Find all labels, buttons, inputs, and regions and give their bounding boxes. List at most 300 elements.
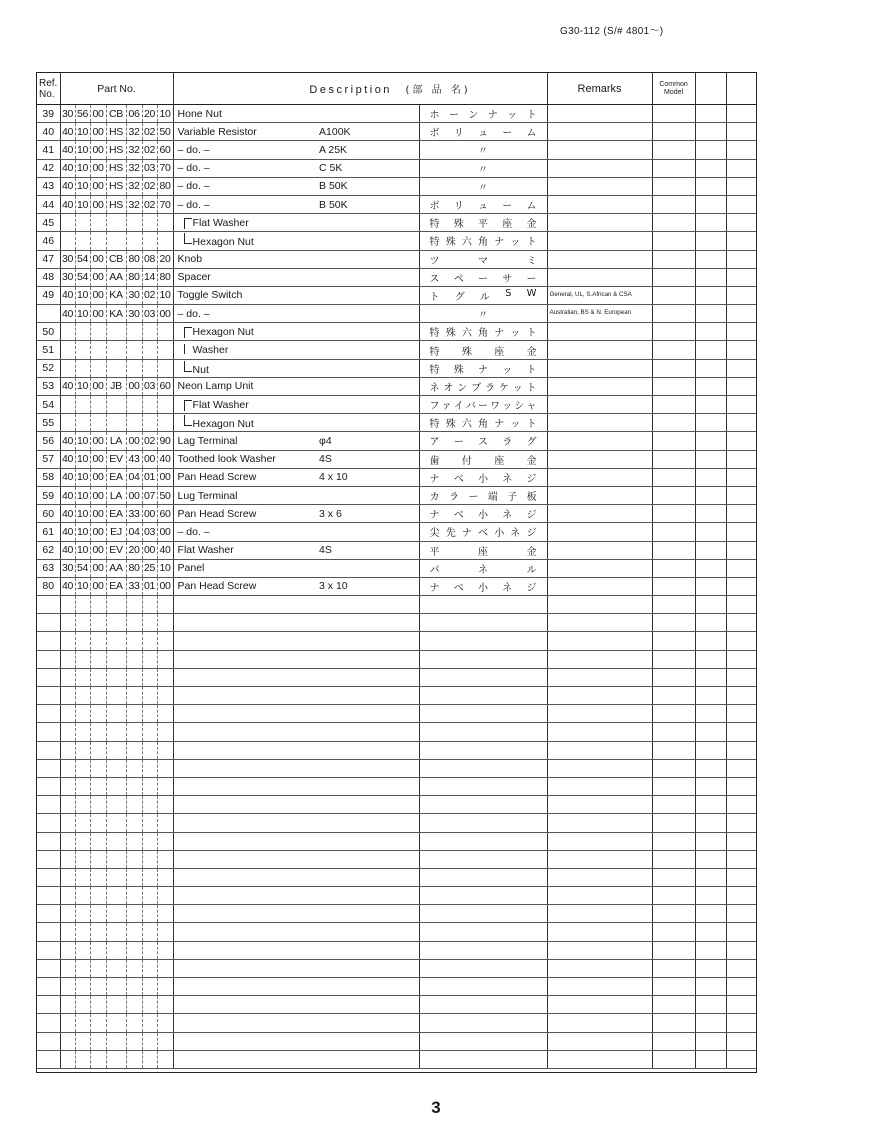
spec-value-cell [319,1050,419,1068]
japanese-name-cell [419,286,547,304]
extra-cell [726,850,757,868]
extra-cell [695,559,726,577]
part-no-segment [75,232,90,250]
spec-value-cell [319,650,419,668]
common-model-cell [652,286,695,304]
part-no-segment: 10 [75,123,90,141]
ref-no-cell: 55 [37,414,60,432]
japanese-name-char: シ [514,401,525,413]
ref-no-cell: 80 [37,577,60,595]
part-no-segment: KA [106,305,126,323]
part-no-segment [157,632,173,650]
remarks-cell [547,268,652,286]
part-no-segment: LA [106,486,126,504]
japanese-name-text [420,470,547,485]
japanese-name-char: 小 [478,582,489,594]
spec-value-cell [319,905,419,923]
part-no-segment: 10 [75,177,90,195]
japanese-name-char: ー [502,201,513,213]
extra-cell [726,414,757,432]
part-no-segment: 00 [126,486,142,504]
spec-value-cell [319,941,419,959]
extra-cell [695,232,726,250]
part-no-segment: 10 [75,468,90,486]
extra-cell [726,741,757,759]
description-cell [173,905,319,923]
part-no-segment [142,814,157,832]
extra-cell [726,1050,757,1068]
japanese-name-char: ネ [429,382,440,394]
japanese-name-char: ネ [502,582,513,594]
part-no-segment: 10 [75,195,90,213]
part-no-segment [142,923,157,941]
description-cell [173,850,319,868]
part-no-segment: 60 [157,377,173,395]
part-no-segment [106,941,126,959]
part-no-segment [60,887,75,905]
japanese-name-text [420,324,547,339]
remarks-cell [547,232,652,250]
ref-no-cell [37,959,60,977]
part-no-segment [157,705,173,723]
description-cell [173,123,319,141]
part-no-segment: 20 [142,105,157,123]
part-no-segment [126,959,142,977]
part-no-segment: 07 [142,486,157,504]
japanese-name-cell [419,577,547,595]
part-no-segment: 20 [126,541,142,559]
remarks-cell [547,814,652,832]
japanese-name-cell [419,268,547,286]
part-no-segment [60,650,75,668]
japanese-name-cell [419,996,547,1014]
part-no-segment [60,777,75,795]
extra-cell [695,577,726,595]
description-header-jp: (部 品 名) [405,85,471,96]
remarks-cell [547,650,652,668]
description-text: Hexagon Nut [192,236,254,249]
empty-table-row [37,723,757,741]
ref-no-cell: 50 [37,323,60,341]
common-model-cell [652,523,695,541]
japanese-name-char: ナ [429,510,440,522]
spec-value-cell: A100K [319,123,419,141]
common-model-cell [652,141,695,159]
description-cell [173,887,319,905]
description-cell [173,377,319,395]
description-cell [173,868,319,886]
empty-table-row [37,887,757,905]
part-no-segment [126,905,142,923]
extra-cell [695,468,726,486]
common-model-cell [652,468,695,486]
remarks-cell: General, UL, S.African & CSA [547,286,652,304]
part-no-segment: 90 [157,432,173,450]
japanese-name-char: マ [478,255,489,267]
remarks-cell [547,959,652,977]
common-model-cell [652,614,695,632]
common-model-cell [652,432,695,450]
part-no-segment: 02 [142,195,157,213]
japanese-name-char: カ [429,492,440,504]
japanese-name-cell [419,468,547,486]
spec-value-cell [319,959,419,977]
part-no-segment [126,596,142,614]
description-cell [173,923,319,941]
extra-cell [726,577,757,595]
part-no-segment [126,323,142,341]
part-no-segment: 54 [75,250,90,268]
extra-cell [726,796,757,814]
part-no-segment [90,359,106,377]
part-no-segment [106,687,126,705]
japanese-name-text [420,543,547,558]
part-no-segment: CB [106,105,126,123]
common-model-cell [652,105,695,123]
japanese-name-char: ト [526,382,537,394]
common-model-cell [652,505,695,523]
description-text: Pan Head Screw [177,471,257,484]
spec-value-cell: 3 x 10 [319,577,419,595]
extra-cell [726,777,757,795]
extra-cell [695,959,726,977]
part-no-segment [142,796,157,814]
description-cell [173,286,319,304]
spec-value-cell [319,377,419,395]
japanese-name-cell [419,250,547,268]
part-no-segment [106,359,126,377]
part-no-segment: 00 [126,377,142,395]
japanese-name-cell [419,941,547,959]
common-model-cell [652,159,695,177]
japanese-name-text [420,288,547,303]
empty-table-row [37,759,757,777]
japanese-name-char: リ [453,201,464,213]
part-no-segment [90,814,106,832]
part-no-segment [60,759,75,777]
japanese-name-cell [419,959,547,977]
japanese-name-char: ン [457,382,468,394]
part-no-segment [157,1014,173,1032]
spec-value-cell [319,323,419,341]
empty-table-row [37,687,757,705]
description-cell [173,396,319,414]
japanese-name-char: 殊 [445,237,456,249]
part-no-segment [75,832,90,850]
description-text: Hexagon Nut [192,325,254,338]
japanese-name-char: 座 [502,219,513,231]
common-model-cell [652,777,695,795]
part-no-segment [157,941,173,959]
part-no-segment [60,996,75,1014]
japanese-name-char: ッ [502,401,513,413]
part-no-segment [90,323,106,341]
part-no-segment [106,723,126,741]
common-model-cell [652,359,695,377]
extra-cell [726,505,757,523]
description-cell [173,705,319,723]
part-no-segment: 40 [60,159,75,177]
empty-table-row [37,996,757,1014]
japanese-name-char: 先 [445,528,456,540]
description-cell [173,450,319,468]
table-row [37,541,757,559]
part-no-segment: 54 [75,268,90,286]
ref-no-cell [37,1050,60,1068]
part-no-segment: 00 [90,450,106,468]
ref-no-cell [37,777,60,795]
part-no-segment [157,759,173,777]
part-no-segment [126,687,142,705]
part-no-segment: 32 [126,141,142,159]
japanese-name-char: ッ [510,328,521,340]
extra-cell [726,486,757,504]
part-no-segment [142,214,157,232]
part-no-segment [157,959,173,977]
part-no-segment [142,596,157,614]
table-row [37,414,757,432]
description-cell [173,250,319,268]
common-model-cell [652,741,695,759]
remarks-cell [547,777,652,795]
remarks-cell [547,887,652,905]
remarks-cell [547,632,652,650]
japanese-name-char: 座 [478,546,489,558]
extra-cell [726,177,757,195]
description-text: – do. – [177,525,210,538]
part-no-segment [90,596,106,614]
description-text: – do. – [177,143,210,156]
extra-cell [726,832,757,850]
part-no-segment [142,614,157,632]
part-no-segment [157,359,173,377]
common-model-cell [652,1032,695,1050]
extra-cell [695,887,726,905]
part-no-segment [142,887,157,905]
japanese-name-char: 金 [526,455,537,467]
extra-cell [726,286,757,304]
common-model-cell [652,868,695,886]
part-no-segment: 00 [90,250,106,268]
spec-value-cell: A 25K [319,141,419,159]
part-no-segment [157,996,173,1014]
remarks-cell [547,941,652,959]
japanese-name-char: 金 [526,346,537,358]
empty-table-row [37,923,757,941]
part-no-header: Part No. [60,73,173,105]
remarks-cell [547,759,652,777]
empty-table-row [37,959,757,977]
ref-no-cell [37,887,60,905]
table-row [37,486,757,504]
japanese-name-text [420,397,547,412]
japanese-name-char: ト [526,364,537,376]
part-no-segment: 00 [90,195,106,213]
extra-cell [726,723,757,741]
japanese-name-char: ム [526,128,537,140]
part-no-segment [90,650,106,668]
ref-no-cell [37,814,60,832]
empty-table-row [37,1050,757,1068]
extra-cell [726,214,757,232]
japanese-name-char: ト [526,328,537,340]
spec-value-cell [319,1032,419,1050]
common-model-cell [652,268,695,286]
remarks-cell [547,105,652,123]
japanese-name-char: ネ [478,564,489,576]
part-no-segment: 70 [157,159,173,177]
part-no-segment [90,1050,106,1068]
japanese-name-cell [419,723,547,741]
extra-cell [695,796,726,814]
common-model-cell [652,541,695,559]
ref-no-cell [37,978,60,996]
parts-list-sheet [36,72,757,1073]
ref-no-cell [37,868,60,886]
japanese-name-char: ャ [526,401,537,413]
japanese-name-char: イ [453,401,464,413]
part-no-segment [60,396,75,414]
part-no-segment [106,1050,126,1068]
part-no-segment: 02 [142,141,157,159]
part-no-segment [126,705,142,723]
part-no-segment [75,614,90,632]
part-no-segment [126,1032,142,1050]
extra-cell [695,596,726,614]
japanese-name-cell [419,396,547,414]
japanese-name-char: ッ [512,382,523,394]
ref-no-cell: 39 [37,105,60,123]
japanese-name-text [420,524,547,539]
table-row [37,105,757,123]
japanese-name-char: ラ [484,382,495,394]
japanese-name-char: ナ [494,328,505,340]
ref-no-cell [37,632,60,650]
part-no-segment [60,359,75,377]
part-no-segment [142,414,157,432]
description-cell [173,832,319,850]
part-no-segment [75,887,90,905]
japanese-name-cell: 〃 [419,305,547,323]
japanese-name-char: ト [526,237,537,249]
remarks-cell [547,832,652,850]
description-text: Lug Terminal [177,489,238,502]
extra-cell [695,432,726,450]
part-no-segment [126,632,142,650]
part-no-segment: 20 [157,250,173,268]
japanese-name-char: パ [429,564,440,576]
empty-table-row [37,868,757,886]
description-cell [173,177,319,195]
description-cell [173,341,319,359]
common-model-cell [652,959,695,977]
remarks-cell [547,668,652,686]
extra-cell [726,450,757,468]
part-no-segment [60,705,75,723]
spec-value-cell [319,414,419,432]
common-model-cell [652,323,695,341]
description-cell [173,814,319,832]
part-no-segment [75,1032,90,1050]
remarks-cell [547,523,652,541]
common-model-cell [652,396,695,414]
japanese-name-char: ト [526,110,537,122]
spec-value-cell [319,923,419,941]
spec-value-cell [319,723,419,741]
part-no-segment [90,414,106,432]
part-no-segment [60,232,75,250]
description-text: Nut [192,363,209,376]
spec-value-cell: 3 x 6 [319,505,419,523]
part-no-segment [60,832,75,850]
part-no-segment [106,814,126,832]
ref-no-cell [37,1032,60,1050]
japanese-name-cell [419,1050,547,1068]
part-no-segment: 30 [60,250,75,268]
japanese-name-char: フ [429,401,440,413]
extra-cell [695,1032,726,1050]
extra-cell [695,687,726,705]
japanese-name-text [420,343,547,358]
page-number: 3 [431,1098,441,1117]
part-no-segment: 10 [75,505,90,523]
japanese-name-char: ブ [471,382,482,394]
description-text: – do. – [177,180,210,193]
part-no-segment: 30 [60,268,75,286]
part-no-segment: 00 [142,450,157,468]
japanese-name-text [420,506,547,521]
japanese-name-char: オ [443,382,454,394]
empty-table-row [37,1014,757,1032]
part-no-segment: 50 [157,486,173,504]
part-no-segment: EA [106,505,126,523]
japanese-name-cell [419,614,547,632]
description-cell [173,723,319,741]
part-no-segment [90,759,106,777]
ref-no-cell: 61 [37,523,60,541]
empty-table-row [37,777,757,795]
part-no-segment [157,777,173,795]
ref-no-cell: 52 [37,359,60,377]
part-no-segment: 00 [90,541,106,559]
extra-cell [695,941,726,959]
part-no-segment [142,668,157,686]
common-model-cell [652,341,695,359]
part-no-segment: 40 [60,577,75,595]
table-row [37,250,757,268]
part-no-segment [157,687,173,705]
part-no-segment [126,796,142,814]
japanese-name-char: 小 [478,473,489,485]
description-cell [173,668,319,686]
japanese-name-cell [419,523,547,541]
part-no-segment: HS [106,159,126,177]
extra-cell [726,123,757,141]
extra-cell [726,541,757,559]
ref-no-cell: 57 [37,450,60,468]
table-row [37,323,757,341]
part-no-segment [157,214,173,232]
description-text: Panel [177,562,205,575]
part-no-segment [75,777,90,795]
spec-value-cell: φ4 [319,432,419,450]
part-no-segment: 10 [75,450,90,468]
japanese-name-text [420,433,547,448]
description-text: Toggle Switch [177,289,243,302]
description-text: Pan Head Screw [177,507,257,520]
part-no-segment [60,668,75,686]
parts-list-table [37,73,757,1069]
